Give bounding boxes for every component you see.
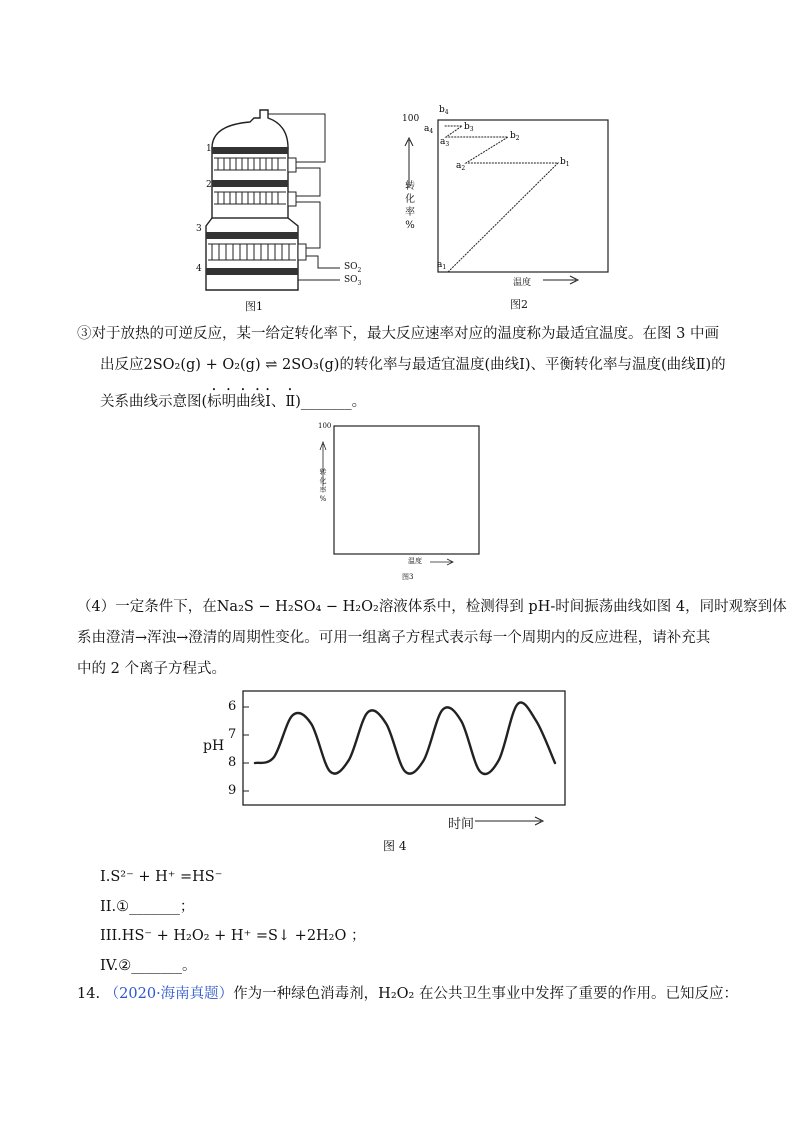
figure-2-caption: 图2 [510,298,528,311]
fig4-x-label: 时间 [448,817,475,832]
equation-iii: III.HS⁻ + H₂O₂ + H⁺ =S↓ +2H₂O ； [100,928,366,944]
point-a2: $a_2$ [456,161,466,172]
q3-equation: 2SO₂(g) + O₂(g) ⇌ 2SO₃(g) [143,357,340,373]
equation-i: I.S²⁻ + H⁺ =HS⁻ [100,869,223,885]
q4-line-2: 系由澄清→浑浊→澄清的周期性变化。可用一组离子方程式表示每一个周期内的反应进程，请补充其 [77,630,711,646]
figure-1 [190,100,370,320]
fig2-y-max: 100 [402,114,420,124]
point-a1: $a_1$ [437,260,447,271]
q4-line-1: （4）一定条件下，在Na₂S − H₂SO₄ − H₂O₂溶液体系中，检测得到 pH-时间振荡曲线如图 4，同时观察到体 [77,599,787,615]
q4-system: Na₂S − H₂SO₄ − H₂O₂ [216,599,379,615]
point-a4: $a_4$ [424,124,434,135]
point-b1: $b_1$ [560,157,570,168]
fig4-y-tick-7: 7 [228,727,237,742]
q3-emphasis: 标明曲线Ⅰ、Ⅱ [207,394,296,410]
conversion-path-line [444,126,558,272]
layer-label-2: 2 [206,180,212,190]
fig2-y-label: 转 化 率 % [405,181,415,231]
q3-line-3: 关系曲线示意图(标明曲线Ⅰ、Ⅱ)_______。 [100,394,367,410]
question-14-number: 14. [77,986,101,1002]
so2-inlet-label: $SO_2$ [344,262,362,274]
figure-4 [195,685,575,860]
fig4-y-tick-6: 6 [228,699,237,714]
figure-1-caption: 图1 [245,300,263,313]
ph-curve-series [255,702,555,774]
fig3-x-label: 温度 [408,557,422,565]
layer-label-3: 3 [196,224,202,234]
fig4-y-tick-8: 8 [228,755,237,770]
fig4-y-tick-9: 9 [228,783,237,798]
point-a3: $a_3$ [440,137,450,148]
q3-line-1: ③对于放热的可逆反应，某一给定转化率下，最大反应速率对应的温度称为最适宜温度。在图 3 中画 [77,326,719,342]
equation-ii: II.①_______； [100,899,195,915]
converter-diagram [190,100,370,320]
figure-3 [312,422,492,587]
fig3-y-label: 转 化 率 % [319,468,327,503]
question-14-text: 作为一种绿色消毒剂，H₂O₂ 在公共卫生事业中发挥了重要的作用。已知反应： [233,986,738,1002]
equation-iv: IV.②_______。 [100,958,197,974]
figure-2 [398,100,618,315]
layer-label-1: 1 [206,144,212,154]
layer-label-4: 4 [196,264,202,274]
question-14 [77,983,738,1005]
fig2-x-label: 温度 [513,278,532,288]
point-b2: $b_2$ [510,131,520,142]
so3-outlet-label: $SO_3$ [344,275,362,287]
ph-oscillation-chart [195,685,575,830]
point-b3: $b_3$ [464,122,474,133]
q4-line-3: 中的 2 个离子方程式。 [77,661,226,677]
figure-4-caption: 图 4 [383,839,407,853]
fig3-y-max: 100 [318,422,332,430]
figure-3-caption: 图3 [402,573,414,581]
fig4-y-label: pH [203,738,225,754]
point-b4: $b_4$ [439,105,449,116]
q3-line-2: 出反应2SO₂(g) + O₂(g) ⇌ 2SO₃(g)的转化率与最适宜温度(曲线Ⅰ)、平衡转化率与温度(曲线Ⅱ)的 [100,357,726,373]
question-14-source[interactable]: （2020·海南真题） [104,986,234,1002]
